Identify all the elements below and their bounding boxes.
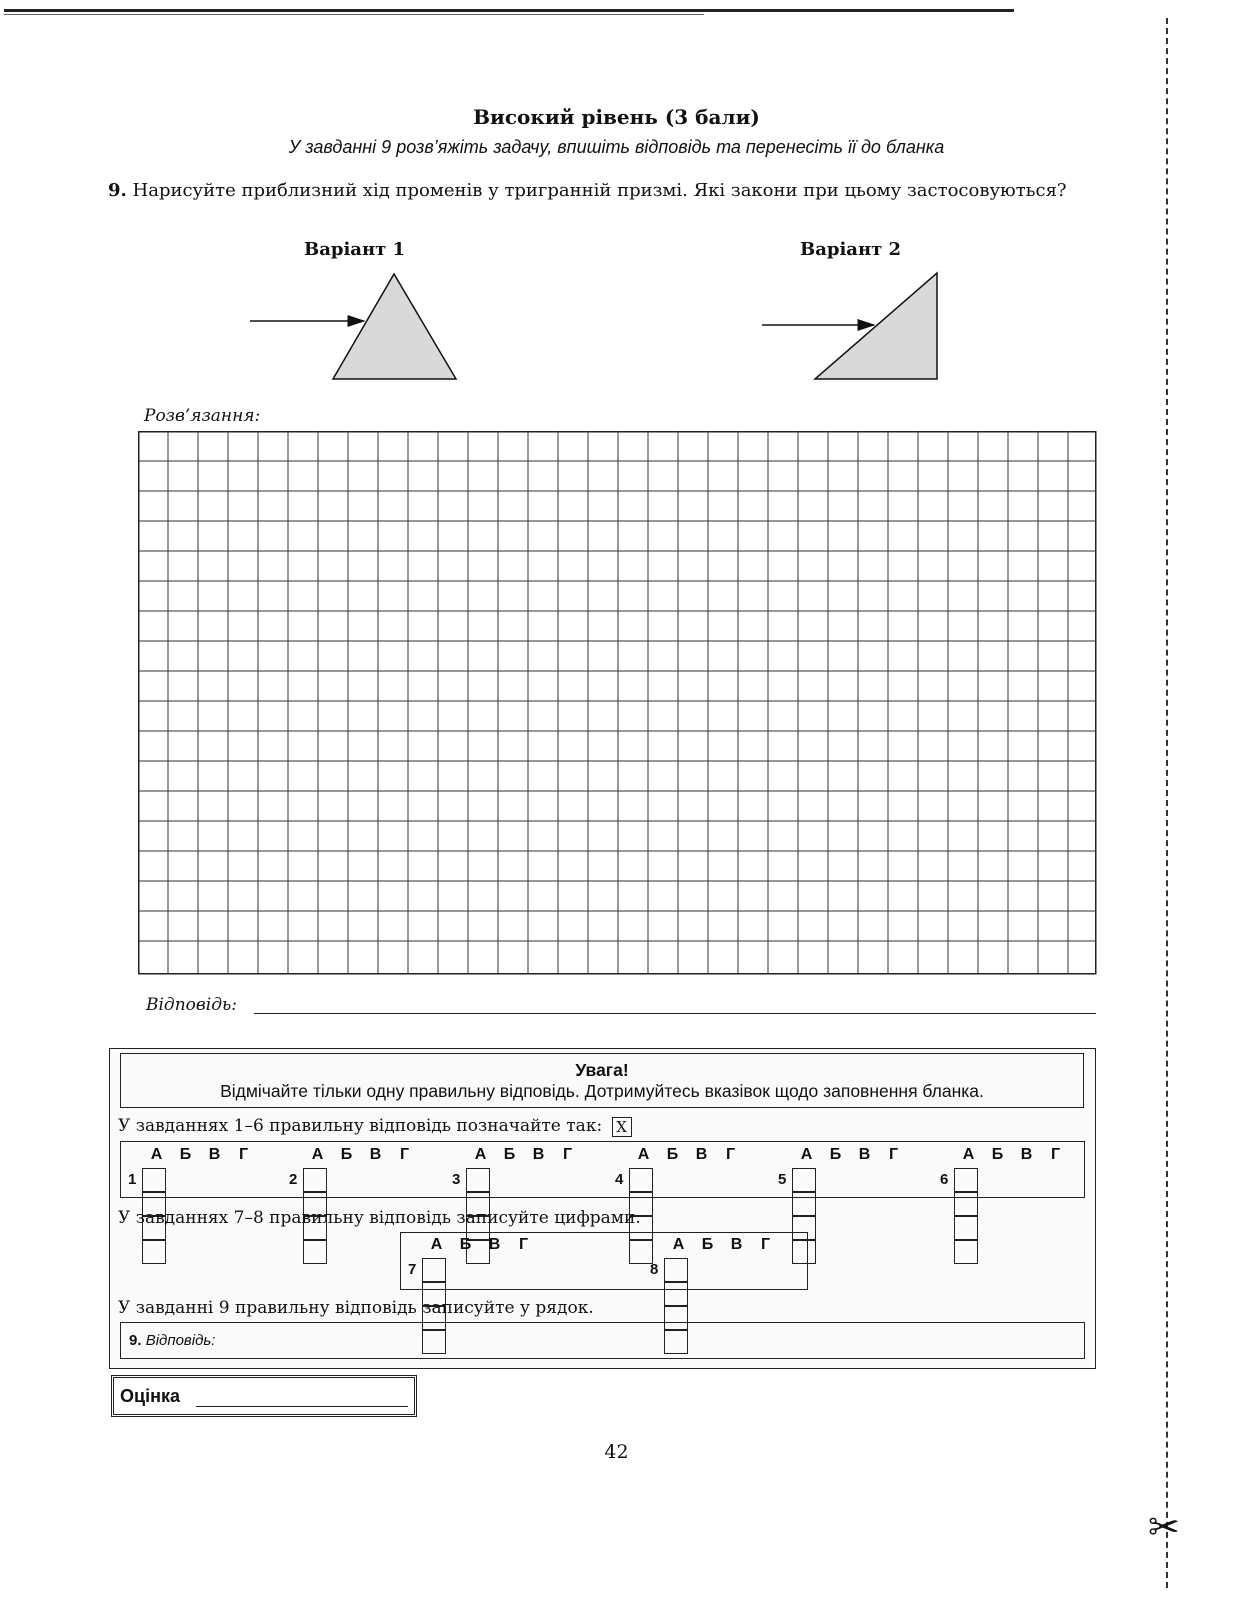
task-text: Нарисуйте приблизний хід променів у тригранній призмі. Які закони при цьому застосовуються? [132,180,1067,201]
answer-cell-6b[interactable] [954,1192,978,1216]
scissors-icon: ✂ [1148,1505,1180,1549]
answer-cell-5b[interactable] [792,1192,816,1216]
answer-cell-7a[interactable] [422,1258,446,1282]
prism-figures [0,265,1233,390]
group-number: 3 [452,1171,461,1188]
solution-grid[interactable] [138,431,1098,977]
group-number: 2 [289,1171,298,1188]
top-rule [4,9,1014,12]
group-number: 1 [128,1171,137,1188]
solution-label: Розв’язання: [144,406,261,426]
answer-cell-5a[interactable] [792,1168,816,1192]
level-subtitle: У завданні 9 розв’яжіть задачу, впишіть відповідь та перенесіть її до бланка [288,137,945,157]
option-letters: А Б В Г [474,1146,573,1163]
warning-box [120,1053,1084,1108]
task-number: 9. [108,180,127,201]
group-number: 7 [408,1261,417,1278]
variant-1-label: Варіант 1 [304,239,406,260]
option-letters: А Б В Г [672,1236,771,1253]
grade-label: Оцінка [120,1386,180,1406]
group-number: 4 [615,1171,624,1188]
instruction-1-6 [118,1116,632,1137]
option-letters: А Б В Г [637,1146,736,1163]
prism-variant-1 [250,274,456,379]
answer-9-field[interactable] [120,1322,1085,1359]
variant-2-label: Варіант 2 [800,239,902,260]
group-number: 6 [940,1171,949,1188]
option-letters: А Б В Г [800,1146,899,1163]
answer-cell-2d[interactable] [303,1240,327,1264]
answer-9-label: Відповідь: [145,1332,216,1349]
answer-line[interactable] [254,1013,1096,1014]
instruction-1-6-text: У завданнях 1–6 правильну відповідь позначайте так: [118,1116,603,1136]
option-letters: А Б В Г [962,1146,1061,1163]
instruction-7-8: У завданнях 7–8 правильну відповідь записуйте цифрами. [118,1208,641,1228]
warning-text: Відмічайте тільки одну правильну відповідь. Дотримуйтесь вказівок щодо заповнення бланка. [220,1081,984,1101]
page-number: 42 [604,1441,629,1463]
answer-cell-6a[interactable] [954,1168,978,1192]
option-letters: А Б В Г [311,1146,410,1163]
answer-cell-8b[interactable] [664,1282,688,1306]
top-rule-thin [4,14,704,15]
task-9 [108,180,1098,202]
prism-variant-2 [762,273,937,379]
cut-line [1166,18,1168,1588]
answer-cell-2a[interactable] [303,1168,327,1192]
warning-title: Увага! [575,1060,629,1080]
answer-9-number: 9. [129,1332,142,1349]
answer-cell-8a[interactable] [664,1258,688,1282]
option-letters: А Б В Г [430,1236,529,1253]
instruction-9: У завданні 9 правильну відповідь записуйте у рядок. [118,1298,594,1318]
answer-cell-4a[interactable] [629,1168,653,1192]
answer-cell-1a[interactable] [142,1168,166,1192]
option-letters: А Б В Г [150,1146,249,1163]
answer-label: Відповідь: [146,995,237,1015]
level-title: Високий рівень (3 бали) [473,105,760,129]
answer-cell-6d[interactable] [954,1240,978,1264]
mark-example: X [612,1117,632,1137]
answer-cell-3a[interactable] [466,1168,490,1192]
grade-line[interactable] [196,1406,408,1407]
grade-box [111,1375,417,1417]
group-number: 5 [778,1171,787,1188]
answer-cell-1d[interactable] [142,1240,166,1264]
answers-1-6-box [120,1141,1085,1198]
group-number: 8 [650,1261,659,1278]
answer-cell-6c[interactable] [954,1216,978,1240]
